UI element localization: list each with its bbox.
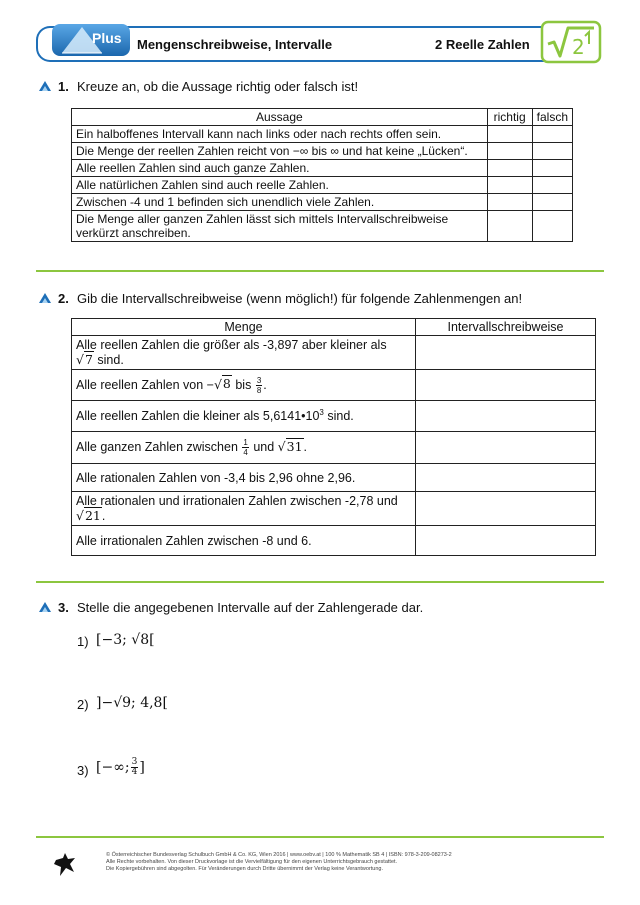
statement-text: Die Menge der reellen Zahlen reicht von −∞ bis ∞ und hat keine „Lücken“. bbox=[72, 143, 488, 160]
sqrt-expression: √7 bbox=[76, 352, 93, 367]
difficulty-triangle-icon bbox=[38, 601, 52, 613]
table-row bbox=[72, 401, 596, 432]
table-row bbox=[72, 492, 596, 526]
statement-text: Alle reellen Zahlen sind auch ganze Zahlen. bbox=[72, 160, 488, 177]
table-row bbox=[72, 370, 596, 401]
interval-expression: [−3; √8[ bbox=[96, 632, 155, 648]
sqrt-expression: √31 bbox=[277, 438, 303, 454]
false-checkbox-cell[interactable] bbox=[532, 143, 572, 160]
task-number: 3. bbox=[58, 600, 69, 615]
correct-checkbox-cell[interactable] bbox=[487, 160, 532, 177]
false-checkbox-cell[interactable] bbox=[532, 177, 572, 194]
statement-text: Zwischen -4 und 1 befinden sich unendlich viele Zahlen. bbox=[72, 194, 488, 211]
set-description: Alle irrationalen Zahlen zwischen -8 und 6. bbox=[72, 526, 416, 556]
false-checkbox-cell[interactable] bbox=[532, 126, 572, 143]
correct-checkbox-cell[interactable] bbox=[487, 126, 532, 143]
difficulty-triangle-icon bbox=[38, 292, 52, 304]
table-row bbox=[72, 126, 573, 143]
table-row bbox=[72, 194, 573, 211]
section-divider bbox=[36, 836, 604, 838]
column-header-statement: Aussage bbox=[72, 109, 488, 126]
interval-expression: [−∞; $\frac{3}{4}$ ] bbox=[96, 757, 145, 777]
column-header-false: falsch bbox=[532, 109, 572, 126]
false-checkbox-cell[interactable] bbox=[532, 160, 572, 177]
table-row bbox=[72, 143, 573, 160]
difficulty-triangle-icon bbox=[38, 80, 52, 92]
statement-table bbox=[71, 108, 573, 242]
answer-cell[interactable] bbox=[416, 336, 596, 370]
correct-checkbox-cell[interactable] bbox=[487, 143, 532, 160]
task-number: 2. bbox=[58, 291, 69, 306]
interval-table bbox=[71, 318, 596, 556]
answer-cell[interactable] bbox=[416, 370, 596, 401]
table-header-row bbox=[72, 319, 596, 336]
false-checkbox-cell[interactable] bbox=[532, 211, 572, 242]
fraction: $\frac{3}{4}$ bbox=[131, 757, 138, 777]
svg-text:2: 2 bbox=[572, 35, 585, 59]
table-row bbox=[72, 177, 573, 194]
correct-checkbox-cell[interactable] bbox=[487, 177, 532, 194]
plus-badge-text: Plus bbox=[92, 30, 122, 46]
table-row bbox=[72, 526, 596, 556]
table-row bbox=[72, 432, 596, 464]
table-row bbox=[72, 211, 573, 242]
set-description: Alle rationalen und irrationalen Zahlen zwischen -2,78 und √21. bbox=[72, 492, 416, 526]
sqrt-expression: √21 bbox=[76, 508, 101, 523]
interval-item-label: 2) bbox=[77, 697, 89, 712]
answer-cell[interactable] bbox=[416, 401, 596, 432]
sqrt-two-badge-icon bbox=[540, 20, 604, 66]
answer-cell[interactable] bbox=[416, 492, 596, 526]
fraction: $\frac{1}{4}$ bbox=[243, 438, 248, 457]
column-header-correct: richtig bbox=[487, 109, 532, 126]
section-divider bbox=[36, 581, 604, 583]
answer-cell[interactable] bbox=[416, 432, 596, 464]
set-description: Alle ganzen Zahlen zwischen $\frac{1}{4}$ und √31. bbox=[72, 432, 416, 464]
section-divider bbox=[36, 270, 604, 272]
table-row bbox=[72, 160, 573, 177]
interval-expression: ]−√9; 4,8[ bbox=[96, 695, 168, 711]
correct-checkbox-cell[interactable] bbox=[487, 194, 532, 211]
set-description: Alle reellen Zahlen von −√8 bis $\frac{3}{8}$ . bbox=[72, 370, 416, 401]
correct-checkbox-cell[interactable] bbox=[487, 211, 532, 242]
sqrt-expression: √8 bbox=[213, 376, 231, 392]
statement-text: Alle natürlichen Zahlen sind auch reelle Zahlen. bbox=[72, 177, 488, 194]
answer-cell[interactable] bbox=[416, 526, 596, 556]
statement-text: Die Menge aller ganzen Zahlen lässt sich mittels Intervallschreibweise verkürzt anschreiben. bbox=[72, 211, 488, 242]
statement-text: Ein halboffenes Intervall kann nach links oder nach rechts offen sein. bbox=[72, 126, 488, 143]
set-description: Alle rationalen Zahlen von -3,4 bis 2,96 ohne 2,96. bbox=[72, 464, 416, 492]
table-row bbox=[72, 464, 596, 492]
task-instruction: Kreuze an, ob die Aussage richtig oder falsch ist! bbox=[77, 79, 359, 94]
column-header-interval: Intervallschreibweise bbox=[416, 319, 596, 336]
task-number: 1. bbox=[58, 79, 69, 94]
set-description: Alle reellen Zahlen die kleiner als $5,6141•10^3$ sind. bbox=[72, 401, 416, 432]
interval-item-label: 1) bbox=[77, 634, 89, 649]
chapter-title: 2 Reelle Zahlen bbox=[435, 37, 530, 52]
column-header-set: Menge bbox=[72, 319, 416, 336]
false-checkbox-cell[interactable] bbox=[532, 194, 572, 211]
task-instruction: Stelle die angegebenen Intervalle auf der Zahlengerade dar. bbox=[77, 600, 424, 615]
set-description: Alle reellen Zahlen die größer als -3,897 aber kleiner als √7 sind. bbox=[72, 336, 416, 370]
task-instruction: Gib die Intervallschreibweise (wenn möglich!) für folgende Zahlenmengen an! bbox=[77, 291, 523, 306]
table-header-row bbox=[72, 109, 573, 126]
fraction: $\frac{3}{8}$ bbox=[256, 375, 262, 395]
copyright-notice: © Österreichischer Bundesverlag Schulbuch GmbH & Co. KG, Wien 2016 | www.oebv.at | 100 % Mathematik SB 4 | ISBN: 978-3-209-08273-2 Alle Rechte vorbehalten. Von dieser Druckvorlage ist die Vervielfältigung für den eigenen Unterrichtsgebrauch gestattet. Die Kopiergebühren sind abgegolten. Für Veränderungen durch Dritte übernimmt der Verlag keine Verantwortung. bbox=[106, 852, 452, 872]
answer-cell[interactable] bbox=[416, 464, 596, 492]
table-row bbox=[72, 336, 596, 370]
interval-item-label: 3) bbox=[77, 763, 89, 778]
worksheet-title: Mengenschreibweise, Intervalle bbox=[137, 37, 333, 52]
publisher-logo-icon bbox=[52, 852, 78, 878]
